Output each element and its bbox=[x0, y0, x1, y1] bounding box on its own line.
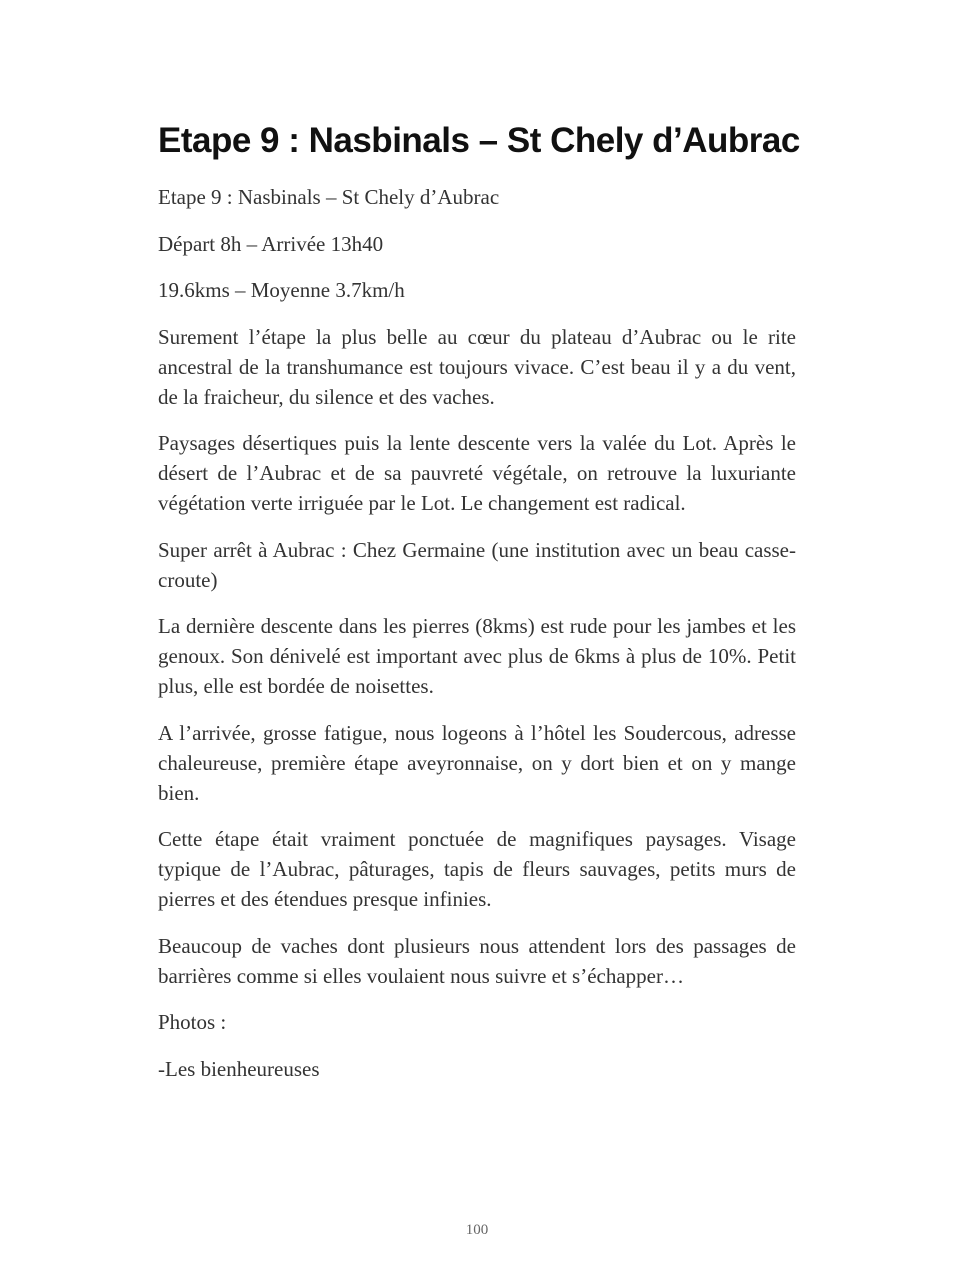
stage-subtitle: Etape 9 : Nasbinals – St Chely d’Aubrac bbox=[158, 185, 500, 209]
body-paragraph: Cette étape était vraiment ponctuée de magnifiques paysages. Visage typique de l’Aubrac, pâturages, tapis de fleurs sauvages, petits murs de pierres et des étendues presque infinies. bbox=[158, 827, 796, 911]
body-paragraph: Beaucoup de vaches dont plusieurs nous attendent lors des passages de barrières comme si elles voulaient nous suivre et s’échapper… bbox=[158, 933, 796, 988]
departure-arrival-times: Départ 8h – Arrivée 13h40 bbox=[158, 231, 384, 256]
photos-heading: Photos : bbox=[158, 1010, 227, 1034]
distance-average-speed: 19.6kms – Moyenne 3.7km/h bbox=[158, 278, 405, 302]
page-number: 100 bbox=[465, 1222, 489, 1238]
body-paragraph: Paysages désertiques puis la lente descente vers la valée du Lot. Après le désert de l’Aubrac et de sa pauvreté végétale, on retrouve la luxuriante végétation verte irriguée par le Lot. Le changement est radical. bbox=[158, 431, 796, 515]
photo-caption: -Les bienheureuses bbox=[158, 1056, 320, 1081]
body-paragraph: A l’arrivée, grosse fatigue, nous logeons à l’hôtel les Soudercous, adresse chaleureuse, première étape aveyronnaise, on y dort bien et on y mange bien. bbox=[158, 720, 796, 805]
body-paragraph: Super arrêt à Aubrac : Chez Germaine (une institution avec un beau casse-croute) bbox=[158, 537, 796, 592]
document-page bbox=[158, 118, 800, 1100]
body-paragraph: Surement l’étape la plus belle au cœur du plateau d’Aubrac ou le rite ancestral de la transhumance est toujours vivace. C’est beau il y a du vent, de la fraicheur, du silence et des vaches. bbox=[158, 324, 796, 409]
body-paragraph: La dernière descente dans les pierres (8kms) est rude pour les jambes et les genoux. Son dénivelé est important avec plus de 6kms à plus de 10%. Petit plus, elle est bordée de noisettes. bbox=[158, 614, 796, 698]
page-title: Etape 9 : Nasbinals – St Chely d’Aubrac bbox=[158, 121, 800, 160]
